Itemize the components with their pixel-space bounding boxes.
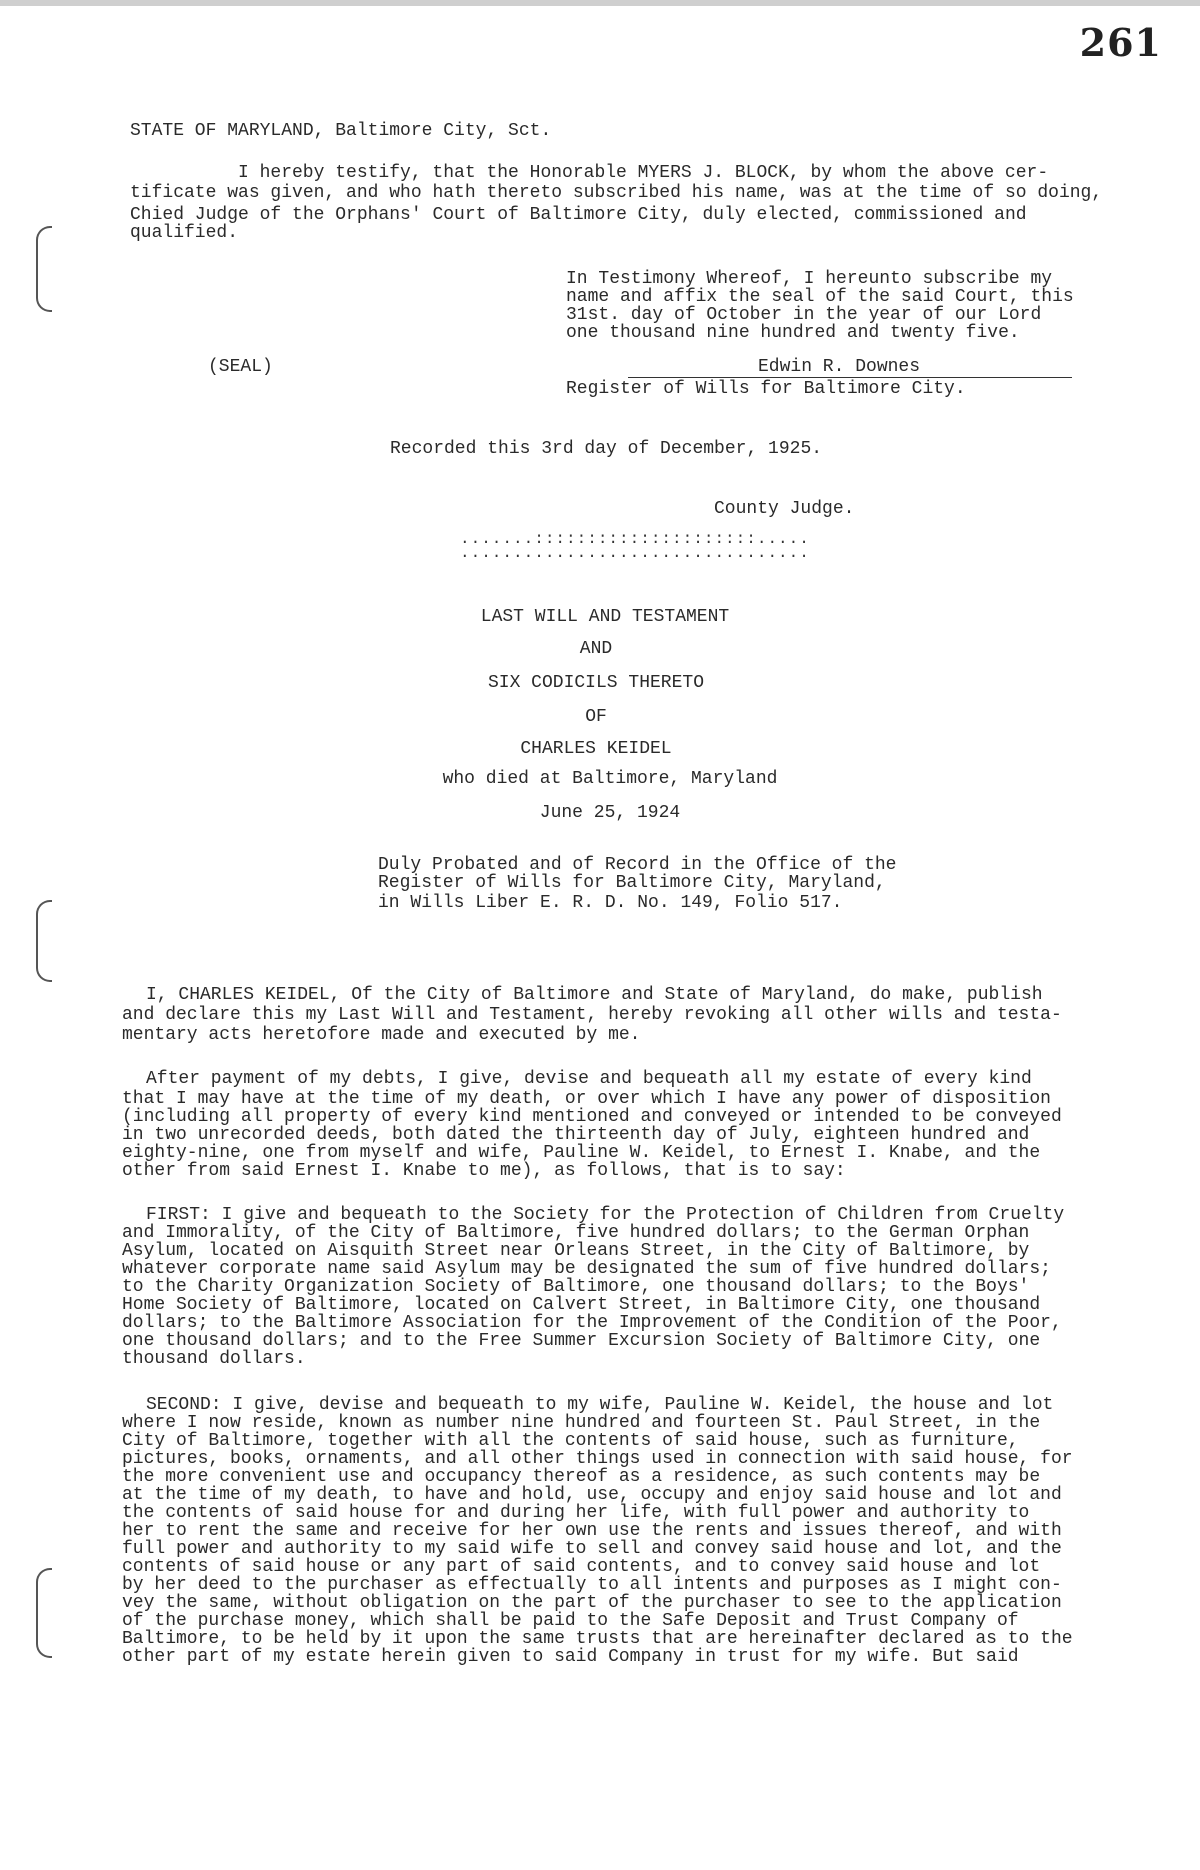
signature: Edwin R. Downes	[758, 357, 921, 377]
binder-bracket-top	[36, 226, 52, 312]
first-clause-line: whatever corporate name said Asylum may be designated the sum of five hundred dollars;	[122, 1259, 1051, 1279]
will-codicils: SIX CODICILS THERETO	[487, 673, 705, 693]
debts-line: in two unrecorded deeds, both dated the thirteenth day of July, eighteen hundred and	[122, 1125, 1030, 1145]
will-title-and: AND	[579, 639, 613, 659]
intro-line: I, CHARLES KEIDEL, Of the City of Baltimore and State of Maryland, do make, publish	[146, 985, 1043, 1005]
certificate-heading: STATE OF MARYLAND, Baltimore City, Sct.	[130, 121, 552, 141]
first-clause-line: thousand dollars.	[122, 1349, 306, 1369]
probate-line: in Wills Liber E. R. D. No. 149, Folio 517.	[378, 893, 843, 913]
first-clause-line: Asylum, located on Aisquith Street near Orleans Street, in the City of Baltimore, by	[122, 1241, 1030, 1261]
death-place: who died at Baltimore, Maryland	[442, 769, 778, 789]
recorded-date: Recorded this 3rd day of December, 1925.	[390, 439, 823, 459]
second-clause-line: the more convenient use and occupancy thereof as a residence, as such contents may be	[122, 1467, 1041, 1487]
death-date: June 25, 1924	[539, 803, 681, 823]
signature-line	[628, 377, 1072, 378]
debts-line: other from said Ernest I. Knabe to me), as follows, that is to say:	[122, 1161, 846, 1181]
debts-line: (including all property of every kind mentioned and conveyed or intended to be conveyed	[122, 1107, 1062, 1127]
second-clause-line: the contents of said house for and during her life, with full power and authority to	[122, 1503, 1030, 1523]
binder-bracket-bottom	[36, 1568, 52, 1658]
probate-line: Register of Wills for Baltimore City, Maryland,	[378, 873, 886, 893]
separator-dots-top: .......:::::::::::::::::::::.....	[460, 530, 810, 548]
binder-bracket-middle	[36, 900, 52, 982]
second-clause-line: SECOND: I give, devise and bequeath to my wife, Pauline W. Keidel, the house and lot	[146, 1395, 1054, 1415]
testator-name: CHARLES KEIDEL	[520, 739, 672, 759]
probate-line: Duly Probated and of Record in the Office of the	[378, 855, 897, 875]
testimony-line: In Testimony Whereof, I hereunto subscribe my	[566, 269, 1053, 289]
will-of: OF	[585, 707, 607, 727]
certificate-line: tificate was given, and who hath thereto subscribed his name, was at the time of so doing,	[130, 183, 1103, 203]
first-clause-line: and Immorality, of the City of Baltimore, five hundred dollars; to the German Orphan	[122, 1223, 1030, 1243]
second-clause-line: contents of said house or any part of said contents, and to convey said house and lot	[122, 1557, 1041, 1577]
second-clause-line: City of Baltimore, together with all the contents of said house, such as furniture,	[122, 1431, 1019, 1451]
first-clause-line: dollars; to the Baltimore Association for the Improvement of the Condition of the Poor,	[122, 1313, 1062, 1333]
testimony-line: one thousand nine hundred and twenty five.	[566, 323, 1020, 343]
scan-top-edge	[0, 0, 1200, 6]
debts-line: that I may have at the time of my death, or over which I have any power of disposition	[122, 1089, 1051, 1109]
second-clause-line: where I now reside, known as number nine hundred and fourteen St. Paul Street, in the	[122, 1413, 1041, 1433]
intro-line: and declare this my Last Will and Testament, hereby revoking all other wills and testa-	[122, 1005, 1062, 1025]
seal-label: (SEAL)	[208, 357, 273, 377]
second-clause-line: her to rent the same and receive for her own use the rents and issues thereof, and with	[122, 1521, 1062, 1541]
second-clause-line: of the purchase money, which shall be paid to the Safe Deposit and Trust Company of	[122, 1611, 1019, 1631]
certificate-line: I hereby testify, that the Honorable MYERS J. BLOCK, by whom the above cer-	[238, 163, 1049, 183]
will-title: LAST WILL AND TESTAMENT	[480, 607, 730, 627]
certificate-line: qualified.	[130, 223, 239, 243]
first-clause-line: FIRST: I give and bequeath to the Society for the Protection of Children from Cruelty	[146, 1205, 1065, 1225]
testimony-line: name and affix the seal of the said Court, this	[566, 287, 1074, 307]
first-clause-line: to the Charity Organization Society of Baltimore, one thousand dollars; to the Boys'	[122, 1277, 1030, 1297]
signer-title: Register of Wills for Baltimore City.	[566, 379, 966, 399]
separator-dots-bottom: .................................	[460, 544, 810, 562]
second-clause-line: Baltimore, to be held by it upon the same trusts that are hereinafter declared as to the	[122, 1629, 1073, 1649]
first-clause-line: one thousand dollars; and to the Free Summer Excursion Society of Baltimore City, one	[122, 1331, 1041, 1351]
first-clause-line: Home Society of Baltimore, located on Calvert Street, in Baltimore City, one thousand	[122, 1295, 1041, 1315]
second-clause-line: other part of my estate herein given to said Company in trust for my wife. But said	[122, 1647, 1019, 1667]
second-clause-line: by her deed to the purchaser as effectually to all intents and purposes as I might con-	[122, 1575, 1062, 1595]
county-judge-label: County Judge.	[714, 499, 855, 519]
debts-line: eighty-nine, one from myself and wife, Pauline W. Keidel, to Ernest I. Knabe, and the	[122, 1143, 1041, 1163]
intro-line: mentary acts heretofore made and executed by me.	[122, 1025, 641, 1045]
second-clause-line: at the time of my death, to have and hold, use, occupy and enjoy said house and lot and	[122, 1485, 1062, 1505]
debts-line: After payment of my debts, I give, devise and bequeath all my estate of every kind	[146, 1069, 1032, 1089]
page-number: 261	[1079, 20, 1162, 65]
second-clause-line: vey the same, without obligation on the part of the purchaser to see to the application	[122, 1593, 1062, 1613]
certificate-line: Chied Judge of the Orphans' Court of Baltimore City, duly elected, commissioned and	[130, 205, 1027, 225]
testimony-line: 31st. day of October in the year of our Lord	[566, 305, 1042, 325]
second-clause-line: full power and authority to my said wife to sell and convey said house and lot, and the	[122, 1539, 1062, 1559]
second-clause-line: pictures, books, ornaments, and all other things used in connection with said house, for	[122, 1449, 1073, 1469]
